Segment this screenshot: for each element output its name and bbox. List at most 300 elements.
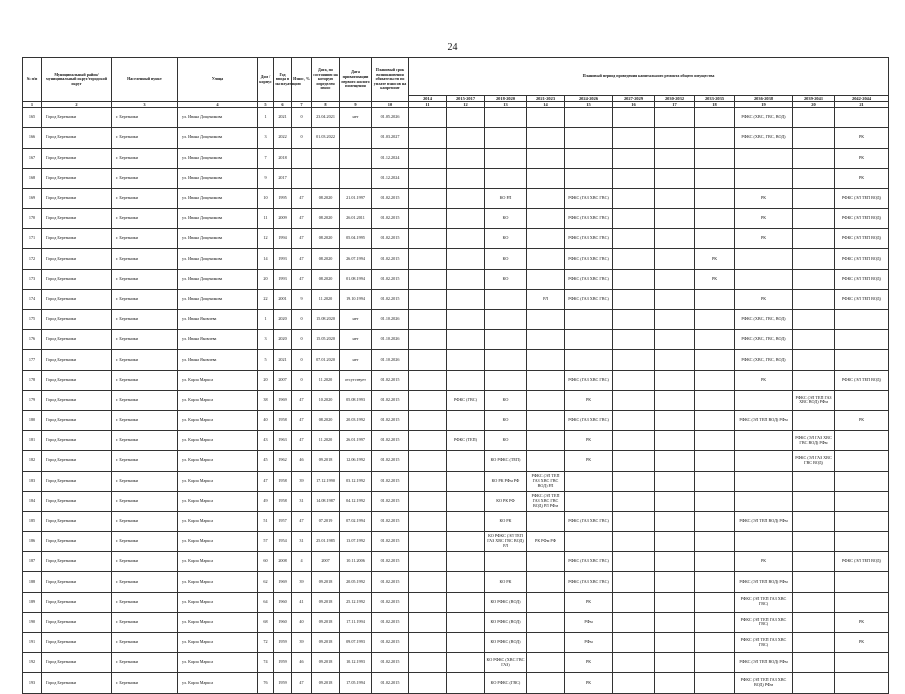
period-cell <box>485 168 527 188</box>
period-cell <box>613 370 655 390</box>
period-cell <box>695 289 735 309</box>
period-cell: РК <box>565 653 613 673</box>
period-cell <box>793 188 835 208</box>
period-cell <box>447 330 485 350</box>
date-state-cell: 01.03.2022 <box>312 128 340 148</box>
period-cell <box>655 168 695 188</box>
period-cell <box>485 350 527 370</box>
table-row <box>23 532 889 552</box>
year-cell: 1994 <box>274 229 292 249</box>
date-state-cell: 09.2018 <box>312 451 340 471</box>
period-cell <box>409 471 447 491</box>
period-cell <box>409 532 447 552</box>
house-cell: 62 <box>258 572 274 592</box>
period-cell <box>527 552 565 572</box>
table-row <box>23 289 889 309</box>
row-number: 173 <box>23 269 42 289</box>
year-cell: 1995 <box>274 188 292 208</box>
period-cell <box>613 289 655 309</box>
date-privatization-cell: 20.05.1992 <box>340 572 372 592</box>
municipal-cell: Город Березники <box>42 673 112 693</box>
period-cell: РФКС (ГАЗ ХВС ГВС) <box>565 209 613 229</box>
date-privatization-cell: отсутствует <box>340 370 372 390</box>
date-privatization-cell: 17.11.1994 <box>340 612 372 632</box>
wear-cell: 0 <box>292 350 312 370</box>
date-state-cell: 08.2020 <box>312 249 340 269</box>
period-cell <box>409 592 447 612</box>
period-cell <box>447 673 485 693</box>
plan-deadline-cell: 01.03.2027 <box>372 128 409 148</box>
period-cell: РФКС (ЭЛ ТЕП ВОД) <box>835 370 889 390</box>
period-cell <box>613 532 655 552</box>
plan-deadline-cell: 01.02.2015 <box>372 431 409 451</box>
period-cell <box>527 370 565 390</box>
house-cell: 1 <box>258 310 274 330</box>
street-cell: ул. Карла Маркса <box>178 532 258 552</box>
period-cell: РФКС (ЭЛ ТЕП ВОД) <box>835 269 889 289</box>
period-cell <box>695 552 735 572</box>
column-number: 17 <box>655 102 695 108</box>
period-cell: РК <box>565 592 613 612</box>
year-cell: 1960 <box>274 612 292 632</box>
table-row <box>23 572 889 592</box>
col-year-built: Год ввода в эксплуатацию <box>274 58 292 102</box>
period-cell: КО РК РФ <box>485 491 527 511</box>
municipal-cell: Город Березники <box>42 431 112 451</box>
period-cell: РФКС (ЭЛ ТЕП ВОД) <box>835 289 889 309</box>
street-cell: ул. Ивана Дощеникова <box>178 168 258 188</box>
period-cell: РФКС (ГАЗ ХВС ГВС) <box>565 249 613 269</box>
plan-deadline-cell: 01.02.2015 <box>372 612 409 632</box>
period-cell <box>793 289 835 309</box>
period-cell <box>655 511 695 531</box>
date-state-cell: 11.2020 <box>312 431 340 451</box>
row-number: 171 <box>23 229 42 249</box>
period-cell <box>447 370 485 390</box>
street-cell: ул. Ивана Дощеникова <box>178 128 258 148</box>
period-cell: РФКС (ЭЛ ТЕП ГАЗ ХВС ГВС) <box>735 592 793 612</box>
period-cell <box>695 370 735 390</box>
table-row <box>23 511 889 531</box>
period-cell <box>695 168 735 188</box>
plan-deadline-cell: 01.02.2015 <box>372 451 409 471</box>
municipal-cell: Город Березники <box>42 552 112 572</box>
period-cell <box>409 229 447 249</box>
column-number: 13 <box>485 102 527 108</box>
wear-cell: 31 <box>292 532 312 552</box>
period-cell <box>655 673 695 693</box>
date-privatization-cell: 13.07.1992 <box>340 532 372 552</box>
municipal-cell: Город Березники <box>42 592 112 612</box>
settlement-cell: г. Березники <box>112 310 178 330</box>
period-cell <box>793 229 835 249</box>
period-cell <box>447 310 485 330</box>
period-cell: РФКС (ЭЛ ТЕП ГАЗ ХВС ГВС) <box>735 633 793 653</box>
plan-deadline-cell: 01.02.2015 <box>372 390 409 410</box>
year-cell: 2020 <box>274 310 292 330</box>
period-cell <box>695 451 735 471</box>
date-privatization-cell: 26.01.2011 <box>340 209 372 229</box>
period-cell: РЛ <box>527 289 565 309</box>
col-settlement: Населенный пункт <box>112 58 178 102</box>
date-state-cell: 09.2018 <box>312 612 340 632</box>
period-cell <box>793 128 835 148</box>
row-number: 169 <box>23 188 42 208</box>
date-state-cell: 15.08.2020 <box>312 310 340 330</box>
wear-cell: 0 <box>292 330 312 350</box>
period-cell: РФКС (ЭЛ ТЕП ГАЗ ХВС ГВС) <box>735 612 793 632</box>
table-row <box>23 471 889 491</box>
wear-cell: 9 <box>292 289 312 309</box>
period-cell <box>655 532 695 552</box>
period-cell <box>655 471 695 491</box>
column-number: 2 <box>42 102 112 108</box>
street-cell: ул. Ивана Дощеникова <box>178 289 258 309</box>
house-cell: 68 <box>258 612 274 632</box>
period-cell: РФКС (ЭЛ ТЕП ВОД) <box>835 249 889 269</box>
municipal-cell: Город Березники <box>42 249 112 269</box>
municipal-cell: Город Березники <box>42 451 112 471</box>
period-cell <box>447 229 485 249</box>
period-cell: РФКС (ГАЗ ХВС ГВС) <box>565 269 613 289</box>
settlement-cell: г. Березники <box>112 128 178 148</box>
period-cell <box>655 592 695 612</box>
table-row <box>23 310 889 330</box>
settlement-cell: г. Березники <box>112 370 178 390</box>
house-cell: 45 <box>258 451 274 471</box>
period-cell <box>409 330 447 350</box>
column-number: 11 <box>409 102 447 108</box>
street-cell: ул. Ивана Дощеникова <box>178 209 258 229</box>
period-cell <box>565 491 613 511</box>
period-cell <box>655 612 695 632</box>
house-cell: 3 <box>258 128 274 148</box>
settlement-cell: г. Березники <box>112 673 178 693</box>
wear-cell: 4 <box>292 552 312 572</box>
row-number: 189 <box>23 592 42 612</box>
period-cell <box>485 330 527 350</box>
settlement-cell: г. Березники <box>112 653 178 673</box>
period-cell <box>793 269 835 289</box>
period-cell <box>447 168 485 188</box>
period-cell <box>695 532 735 552</box>
date-privatization-cell: 17.05.1994 <box>340 673 372 693</box>
row-number: 174 <box>23 289 42 309</box>
period-cell: РФКС (ЭЛ ГАЗ ХВС ГВС ВОД) <box>793 451 835 471</box>
wear-cell: 0 <box>292 370 312 390</box>
period-cell: РК <box>735 370 793 390</box>
period-cell: РФКС (ГАЗ ХВС ГВС) <box>565 410 613 430</box>
plan-deadline-cell: 01.02.2015 <box>372 673 409 693</box>
wear-cell: 47 <box>292 410 312 430</box>
col-plan-deadline: Плановый срок возникновения обязательств по уплате взносов на капремонт <box>372 58 409 102</box>
plan-deadline-cell: 01.02.2015 <box>372 269 409 289</box>
house-cell: 38 <box>258 390 274 410</box>
period-cell <box>793 209 835 229</box>
column-number: 7 <box>292 102 312 108</box>
municipal-cell: Город Березники <box>42 188 112 208</box>
period-cell <box>695 390 735 410</box>
row-number: 192 <box>23 653 42 673</box>
period-cell <box>793 410 835 430</box>
period-header: 2015-2017 <box>447 96 485 102</box>
municipal-cell: Город Березники <box>42 653 112 673</box>
period-cell <box>565 330 613 350</box>
house-cell: 64 <box>258 592 274 612</box>
period-cell <box>485 128 527 148</box>
period-cell <box>447 532 485 552</box>
wear-cell: 0 <box>292 310 312 330</box>
period-cell <box>527 592 565 612</box>
house-cell: 74 <box>258 653 274 673</box>
house-cell: 20 <box>258 269 274 289</box>
plan-deadline-cell: 01.02.2015 <box>372 188 409 208</box>
column-number: 15 <box>565 102 613 108</box>
period-cell: РК <box>695 249 735 269</box>
settlement-cell: г. Березники <box>112 451 178 471</box>
date-privatization-cell <box>340 148 372 168</box>
period-cell <box>527 310 565 330</box>
period-cell <box>695 108 735 128</box>
table-row <box>23 633 889 653</box>
column-number: 12 <box>447 102 485 108</box>
period-cell <box>613 653 655 673</box>
date-state-cell: 09.2018 <box>312 673 340 693</box>
municipal-cell: Город Березники <box>42 148 112 168</box>
period-cell: РК <box>735 289 793 309</box>
period-cell <box>527 128 565 148</box>
period-cell <box>447 269 485 289</box>
date-state-cell: 23.04.2021 <box>312 108 340 128</box>
column-number: 1 <box>23 102 42 108</box>
street-cell: ул. Ивана Дощеникова <box>178 269 258 289</box>
date-privatization-cell: 03.12.1992 <box>340 471 372 491</box>
date-state-cell: 11.2020 <box>312 289 340 309</box>
table-row <box>23 249 889 269</box>
date-state-cell: 09.2018 <box>312 572 340 592</box>
year-cell: 2018 <box>274 148 292 168</box>
period-cell <box>613 128 655 148</box>
period-cell <box>613 612 655 632</box>
settlement-cell: г. Березники <box>112 249 178 269</box>
period-cell <box>447 612 485 632</box>
date-privatization-cell: 09.07.1993 <box>340 633 372 653</box>
period-cell <box>695 128 735 148</box>
period-cell <box>527 653 565 673</box>
settlement-cell: г. Березники <box>112 532 178 552</box>
period-cell: РФКС (ЭЛ ТЕП ВОД) РФм <box>735 572 793 592</box>
period-cell: РФКС (ЭЛ ТЕП ВОД) <box>835 209 889 229</box>
year-cell: 1958 <box>274 491 292 511</box>
period-cell: КО <box>485 249 527 269</box>
period-cell <box>527 350 565 370</box>
settlement-cell: г. Березники <box>112 633 178 653</box>
period-cell <box>527 148 565 168</box>
year-cell: 1957 <box>274 511 292 531</box>
period-cell: КО РФКС (ТЕП) <box>485 451 527 471</box>
column-number: 19 <box>735 102 793 108</box>
period-cell <box>655 370 695 390</box>
period-cell <box>793 511 835 531</box>
period-cell <box>695 471 735 491</box>
settlement-cell: г. Березники <box>112 148 178 168</box>
municipal-cell: Город Березники <box>42 269 112 289</box>
row-number: 179 <box>23 390 42 410</box>
column-number: 20 <box>793 102 835 108</box>
period-cell <box>485 370 527 390</box>
date-privatization-cell <box>340 168 372 188</box>
period-cell <box>409 451 447 471</box>
period-cell <box>793 148 835 168</box>
period-cell <box>527 451 565 471</box>
period-cell <box>447 592 485 612</box>
period-cell <box>409 148 447 168</box>
plan-deadline-cell: 01.10.2026 <box>372 350 409 370</box>
period-cell <box>527 673 565 693</box>
period-cell <box>655 552 695 572</box>
period-cell: РК <box>735 188 793 208</box>
house-cell: 3 <box>258 330 274 350</box>
row-number: 181 <box>23 431 42 451</box>
wear-cell: 31 <box>292 491 312 511</box>
period-cell <box>409 431 447 451</box>
period-cell <box>735 390 793 410</box>
period-cell <box>447 209 485 229</box>
date-privatization-cell: 19.10.1994 <box>340 289 372 309</box>
period-cell: РФм <box>565 612 613 632</box>
period-cell <box>793 370 835 390</box>
house-cell: 40 <box>258 410 274 430</box>
period-cell <box>655 249 695 269</box>
period-cell <box>655 431 695 451</box>
period-cell <box>613 168 655 188</box>
settlement-cell: г. Березники <box>112 229 178 249</box>
period-cell <box>565 128 613 148</box>
date-state-cell: 2007 <box>312 552 340 572</box>
period-cell: РФКС (ГАЗ ХВС ГВС) <box>565 229 613 249</box>
period-cell: РФКС (ГАЗ ХВС ГВС) <box>565 188 613 208</box>
period-cell <box>655 653 695 673</box>
period-cell <box>409 410 447 430</box>
period-cell: РК <box>835 168 889 188</box>
plan-deadline-cell: 01.12.2024 <box>372 148 409 168</box>
period-cell <box>447 148 485 168</box>
settlement-cell: г. Березники <box>112 572 178 592</box>
year-cell: 1960 <box>274 592 292 612</box>
period-cell <box>613 552 655 572</box>
period-cell <box>409 673 447 693</box>
year-cell: 1962 <box>274 451 292 471</box>
settlement-cell: г. Березники <box>112 552 178 572</box>
date-privatization-cell: нет <box>340 330 372 350</box>
house-cell: 60 <box>258 552 274 572</box>
date-privatization-cell: 12.06.1992 <box>340 451 372 471</box>
row-number: 191 <box>23 633 42 653</box>
wear-cell: 46 <box>292 451 312 471</box>
column-number: 18 <box>695 102 735 108</box>
period-cell <box>835 471 889 491</box>
street-cell: ул. Карла Маркса <box>178 451 258 471</box>
municipal-cell: Город Березники <box>42 410 112 430</box>
row-number: 190 <box>23 612 42 632</box>
row-number: 175 <box>23 310 42 330</box>
period-cell <box>447 249 485 269</box>
date-state-cell: 08.2020 <box>312 229 340 249</box>
period-cell <box>793 249 835 269</box>
house-cell: 49 <box>258 491 274 511</box>
period-header: 2042-2044 <box>835 96 889 102</box>
period-cell <box>447 471 485 491</box>
col-date-state: Дата, по состоянию на которую определен износ <box>312 58 340 102</box>
period-cell: КО РФКС (ВОД) <box>485 592 527 612</box>
period-cell <box>409 269 447 289</box>
period-cell <box>655 229 695 249</box>
year-cell: 1959 <box>274 633 292 653</box>
period-cell: РФКС (ЭЛ ТЕП ВОД) <box>835 188 889 208</box>
row-number: 168 <box>23 168 42 188</box>
period-cell <box>613 410 655 430</box>
period-cell <box>447 108 485 128</box>
period-header: 2030-2032 <box>655 96 695 102</box>
period-cell <box>695 188 735 208</box>
period-header: 2021-2023 <box>527 96 565 102</box>
street-cell: ул. Ивана Яковлева <box>178 330 258 350</box>
wear-cell: 39 <box>292 633 312 653</box>
street-cell: ул. Ивана Дощеникова <box>178 249 258 269</box>
col-street: Улица <box>178 58 258 102</box>
date-privatization-cell <box>340 128 372 148</box>
period-cell: РФКС (ГАЗ ХВС ГВС) <box>565 572 613 592</box>
street-cell: ул. Карла Маркса <box>178 410 258 430</box>
period-cell <box>613 511 655 531</box>
year-cell: 2001 <box>274 289 292 309</box>
period-cell <box>695 633 735 653</box>
wear-cell <box>292 168 312 188</box>
period-cell <box>613 390 655 410</box>
period-cell: КО РФКС (ЭЛ ТЕП ГАЗ ХВС ГВС ВОД) РЛ <box>485 532 527 552</box>
period-cell <box>409 572 447 592</box>
period-cell: РФКС (ХВС, ГВС, ВОД) <box>735 128 793 148</box>
period-cell <box>409 633 447 653</box>
period-cell <box>735 431 793 451</box>
period-cell <box>613 330 655 350</box>
period-cell <box>409 209 447 229</box>
settlement-cell: г. Березники <box>112 511 178 531</box>
period-cell: КО РК <box>485 511 527 531</box>
period-cell <box>409 310 447 330</box>
plan-deadline-cell: 01.02.2015 <box>372 289 409 309</box>
year-cell: 1969 <box>274 572 292 592</box>
table-row <box>23 229 889 249</box>
period-cell <box>655 310 695 330</box>
date-state-cell: 15.05.2020 <box>312 330 340 350</box>
period-cell: РФКС (ХВС, ГВС, ВОД) <box>735 310 793 330</box>
house-cell: 10 <box>258 188 274 208</box>
period-cell <box>613 491 655 511</box>
plan-deadline-cell: 01.05.2026 <box>372 108 409 128</box>
period-cell <box>527 431 565 451</box>
period-cell <box>793 633 835 653</box>
date-privatization-cell: 07.02.1994 <box>340 511 372 531</box>
capital-repair-table <box>22 57 889 694</box>
period-cell: РФКС (ЭЛ ТЕП ВОД) РФм <box>735 511 793 531</box>
plan-deadline-cell: 01.02.2015 <box>372 229 409 249</box>
period-cell: КО <box>485 229 527 249</box>
plan-deadline-cell: 01.02.2015 <box>372 370 409 390</box>
period-cell <box>793 572 835 592</box>
period-cell <box>695 229 735 249</box>
period-cell <box>735 491 793 511</box>
